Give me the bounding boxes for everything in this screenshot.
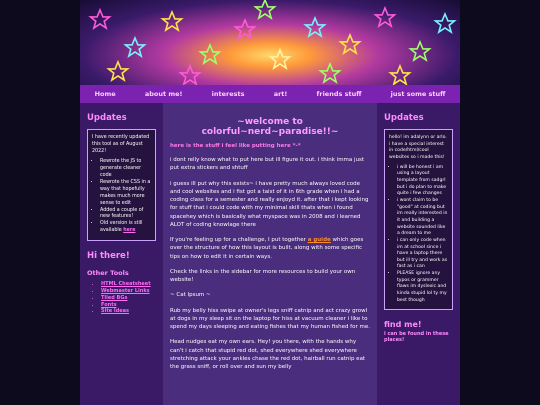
list-item: • i wont claim to be "good" at coding but im really interested in it and building a website sounded like a dream to me [397,198,448,238]
tagline: here is the stuff i feel like putting here *-* [170,143,301,149]
left-updates-box [87,129,156,241]
nav-interests[interactable]: interests [211,90,245,98]
tool-link-fonts[interactable]: • Fonts [101,302,156,309]
tool-link-html-cheatsheet[interactable]: • HTML Cheatsheet [101,281,156,288]
guide-link[interactable]: a guide [307,237,331,243]
paragraph-links: Check the links in the sidebar for more resources to build your own website! [170,268,356,283]
guide-text-after: which goes over the structure of how this layout is built, along with some specific tips on how to edit it in certain ways. [170,237,364,260]
right-updates-title: Updates [384,113,424,123]
right-about-box [384,129,453,310]
list-item: • i will be honest i am using a layout template from sadgrl but i do plan to make quite i few changes [397,165,448,198]
right-intro: hello! im adalynn or arlo. i have a special interest in code/html/cool websites so i made this! [389,135,447,160]
tool-link-webmaster-links[interactable]: • Webmaster Links [101,288,156,295]
other-tools-list [87,281,156,315]
paragraph-intro: i dont relly know what to put here but ill figure it out. i think imma just put extra stickers and shtuff [170,157,365,172]
nav-just-some-stuff[interactable]: just some stuff [390,90,446,98]
list-item: • PLEASE ignore any typos or grammer flaws im dyslexic and kinda stupid lol ty my best though [397,271,448,304]
hi-there-title: Hi there! [87,251,130,262]
tool-link-site-ideas[interactable]: • Site Ideas [101,308,156,315]
find-me-text: i can be found in these places! [384,331,449,344]
nav-friends-stuff[interactable]: friends stuff [316,90,362,98]
old-version-link[interactable]: here [123,228,136,234]
list-item: • i can only code when im at school since i have a laptop there but ill try and work as fast as i can [397,238,448,271]
site-container [80,0,460,405]
guide-text-before: If you're feeling up for a challenge, I put together [170,237,306,243]
right-list [389,165,448,305]
main-content [163,103,377,405]
top-nav [80,85,460,104]
list-item: • Added a couple of new features! [100,208,151,222]
page-title: ~welcome to colorful~nerd~paradise!!~ [201,117,339,137]
list-item [100,221,151,235]
left-updates-list [92,159,151,235]
list-item: • Rewrote the CSS in a way that hopefully makes much more sense to edit [100,180,151,208]
other-tools-title: Other Tools [87,269,129,278]
paragraph-cat-ipsum-1: Rub my belly hiss swipe at owner's legs sniff catnip and act crazy growl at dogs in my sleep sit on the laptop for hiss at vacuum cleaner i like to spend my days sleeping and eating fishes that my human fished for me. [170,307,370,330]
left-sidebar [80,103,163,405]
old-version-text: Old version is still available [100,221,143,234]
right-sidebar [377,103,460,405]
tool-link-tiled-bgs[interactable]: • Tiled BGs [101,295,156,302]
paragraph-cat-ipsum-title: ~ Cat Ipsum ~ [170,292,211,299]
list-item: • Rewrote the JS to generate cleaner code [100,159,151,180]
nav-home[interactable]: Home [94,90,116,98]
star-banner-image [80,0,460,85]
nav-art[interactable]: art! [273,90,288,98]
paragraph-why: i guess ill put why this exists~ i have pretty much always loved code and cool websites and i fist got a taist of it in 6th grade when i had a coding class for a semester and really enjoyd it. after that i kept looking for stuff that i could code with my minimal skill thats when i found spacehey which is basically what myspace was in 2008 and i learned ALOT of coding knowlage there [170,180,369,228]
header-banner [80,0,460,85]
nav-about-me[interactable]: about me! [144,90,183,98]
left-updates-intro: I have recently updated this tool as of August 2022! [92,135,150,154]
paragraph-cat-ipsum-2: Head nudges eat my own ears. Hey! you there, with the hands why can't i catch that stupid red dot, shed everywhere shed everywhere stretching attack your ankles chase the red dot, hairball run catnip eat the grass sniff, or roll over and sun my belly [170,339,366,370]
paragraph-guide [170,236,370,261]
left-updates-title: Updates [87,113,127,123]
find-me-title: find me! [384,320,422,330]
